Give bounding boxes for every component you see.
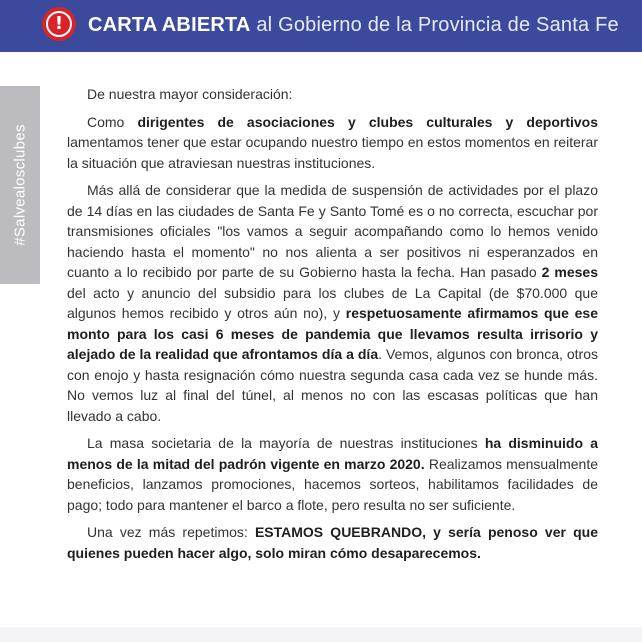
open-letter-body bbox=[67, 84, 598, 570]
paragraph-2: Más allá de considerar que la medida de suspensión de actividades por el plazo de 14 días en las ciudades de Santa Fe y Santo Tomé es o no correcta, escuchar por transmisiones oficiales "los vamos a seguir acompañando como lo hemos venido haciendo hasta el momento" no nos alienta a ser positivos ni esperanzados en cuanto a lo recibido por parte de su Gobierno hasta la fecha. Han pasado 2 meses del acto y anuncio del subsidio para los clubes de La Capital (de $70.000 que algunos hemos recibido y otros aún no), y respetuosamente afirmamos que ese monto para los casi 6 meses de pandemia que llevamos resulta irrisorio y alejado de la realidad que afrontamos día a día. Vemos, algunos con bronca, otros con enojo y hasta resignación cómo nuestra segunda casa cada vez se hunde más. No vemos luz al final del túnel, al menos no con las escasas políticas que han llevado a cabo. bbox=[67, 182, 599, 424]
exclamation-mark: ! bbox=[46, 11, 72, 37]
hashtag-side-tab bbox=[0, 86, 40, 284]
paragraph-3: La masa societaria de la mayoría de nuestras instituciones ha disminuido a menos de la mitad del padrón vigente en marzo 2020. Realizamos mensualmente beneficios, lanzamos promociones, hacemos sorteos, habilitamos facilidades de pago; todo para mantener el barco a flote, pero resulta no ser suficiente. bbox=[67, 435, 598, 513]
hashtag-label: #Salvealosclubes bbox=[11, 124, 29, 246]
page-title bbox=[88, 14, 619, 37]
alert-icon bbox=[42, 7, 76, 41]
title-rest: al Gobierno de la Provincia de Santa Fe bbox=[256, 14, 619, 36]
paragraph-4: Una vez más repetimos: ESTAMOS QUEBRANDO, y sería penoso ver que quienes pueden hacer algo, solo miran cómo desaparecemos. bbox=[67, 524, 598, 561]
header-banner bbox=[0, 0, 642, 52]
paragraph-1: Como dirigentes de asociaciones y clubes culturales y deportivos lamentamos tener que estar ocupando nuestro tiempo en estos momentos en reiterar la situación que atraviesan nuestras instituciones. bbox=[67, 113, 598, 171]
title-bold: CARTA ABIERTA bbox=[88, 14, 251, 36]
letter-greeting: De nuestra mayor consideración: bbox=[87, 86, 293, 102]
footer-strip bbox=[0, 627, 642, 642]
